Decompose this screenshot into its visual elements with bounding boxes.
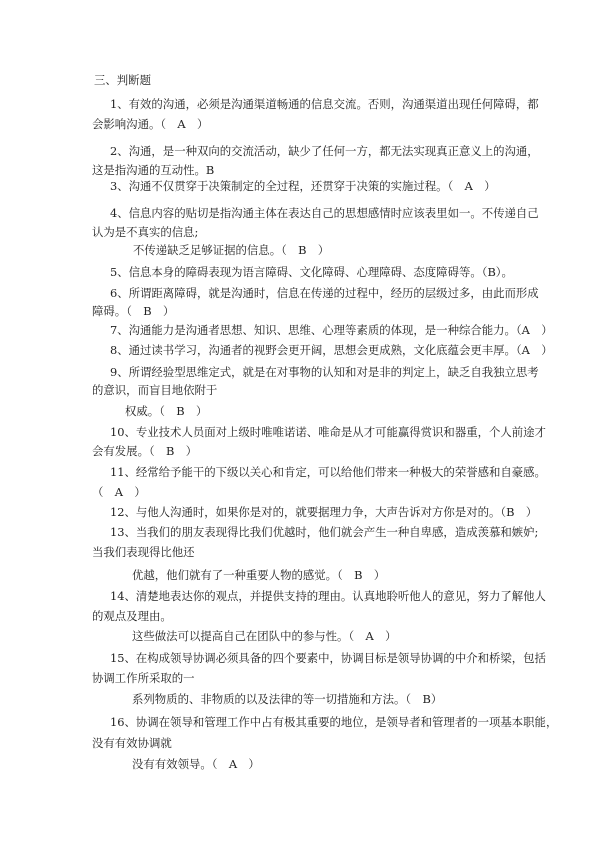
text-line: 这些做法可以提高自己在团队中的参与性。（ A ） xyxy=(132,629,397,643)
text-line: 没有有效协调就 xyxy=(92,736,172,750)
text-line: 系列物质的、非物质的以及法律的等一切措施和方法。（ B） xyxy=(132,692,443,706)
text-line: 当我们表现得比他还 xyxy=(92,545,195,559)
text-line: （ A ） xyxy=(92,485,146,499)
text-line: 1、有效的沟通，必须是沟通渠道畅通的信息交流。否则，沟通渠道出现任何障碍，都 xyxy=(110,97,539,111)
text-line: 11、经常给予能干的下级以关心和肯定，可以给他们带来一种极大的荣誉感和自豪感。 xyxy=(110,465,546,479)
text-line: 2、沟通，是一种双向的交流活动，缺少了任何一方，都无法实现真正意义上的沟通， xyxy=(110,144,539,158)
text-line: 13、当我们的朋友表现得比我们优越时，他们就会产生一种自卑感，造成羡慕和嫉妒; xyxy=(110,525,539,539)
text-line: 9、所谓经验型思维定式，就是在对事物的认知和对是非的判定上，缺乏自我独立思考 xyxy=(110,365,539,379)
text-line: 12、与他人沟通时，如果你是对的，就要据理力争，大声告诉对方你是对的。（B ） xyxy=(110,505,538,519)
text-line: 会影响沟通。（ A ） xyxy=(92,117,209,131)
text-line: 7、沟通能力是沟通者思想、知识、思维、心理等素质的体现，是一种综合能力。（A ） xyxy=(110,323,553,337)
text-line: 不传递缺乏足够证据的信息。（ B ） xyxy=(133,243,330,257)
text-line: 权威。（ B ） xyxy=(125,404,208,418)
text-line: 10、专业技术人员面对上级时唯唯诺诺、唯命是从才可能赢得赏识和器重，个人前途才 xyxy=(110,425,546,439)
text-line: 16、协调在领导和管理工作中占有极其重要的地位，是领导者和管理者的一项基本职能， xyxy=(110,715,558,729)
text-line: 4、信息内容的贴切是指沟通主体在表达自己的思想感情时应该表里如一。不传递自己 xyxy=(110,206,539,220)
text-line: 6、所谓距离障碍，就是沟通时，信息在传递的过程中，经历的层级过多，由此而形成 xyxy=(110,286,539,300)
text-line: 14、清楚地表达你的观点，并提供支持的理由。认真地聆听他人的意见，努力了解他人 xyxy=(110,589,546,603)
text-line: 15、在构成领导协调必须具备的四个要素中，协调目标是领导协调的中介和桥梁，包括 xyxy=(110,651,546,665)
section-title: 三、判断题 xyxy=(94,73,151,87)
text-line: 8、通过读书学习，沟通者的视野会更开阔，思想会更成熟，文化底蕴会更丰厚。（A ） xyxy=(110,343,553,357)
text-line: 5、信息本身的障碍表现为语言障碍、文化障碍、心理障碍、态度障碍等。（B）。 xyxy=(110,265,513,279)
text-line: 优越，他们就有了一种重要人物的感觉。（ B ） xyxy=(132,568,386,582)
text-line: 3、沟通不仅贯穿于决策制定的全过程，还贯穿于决策的实施过程。（ A ） xyxy=(110,179,496,193)
text-line: 认为是不真实的信息; xyxy=(92,225,199,239)
text-line: 协调工作所采取的一 xyxy=(92,671,195,685)
text-line: 会有发展。（ B ） xyxy=(92,444,198,458)
text-line: 的观点及理由。 xyxy=(92,609,172,623)
text-line: 这是指沟通的互动性。B xyxy=(92,163,215,177)
text-line: 没有有效领导。（ A ） xyxy=(132,757,260,771)
text-line: 障碍。（ B ） xyxy=(92,304,175,318)
text-line: 的意识，而盲目地依附于 xyxy=(92,383,218,397)
